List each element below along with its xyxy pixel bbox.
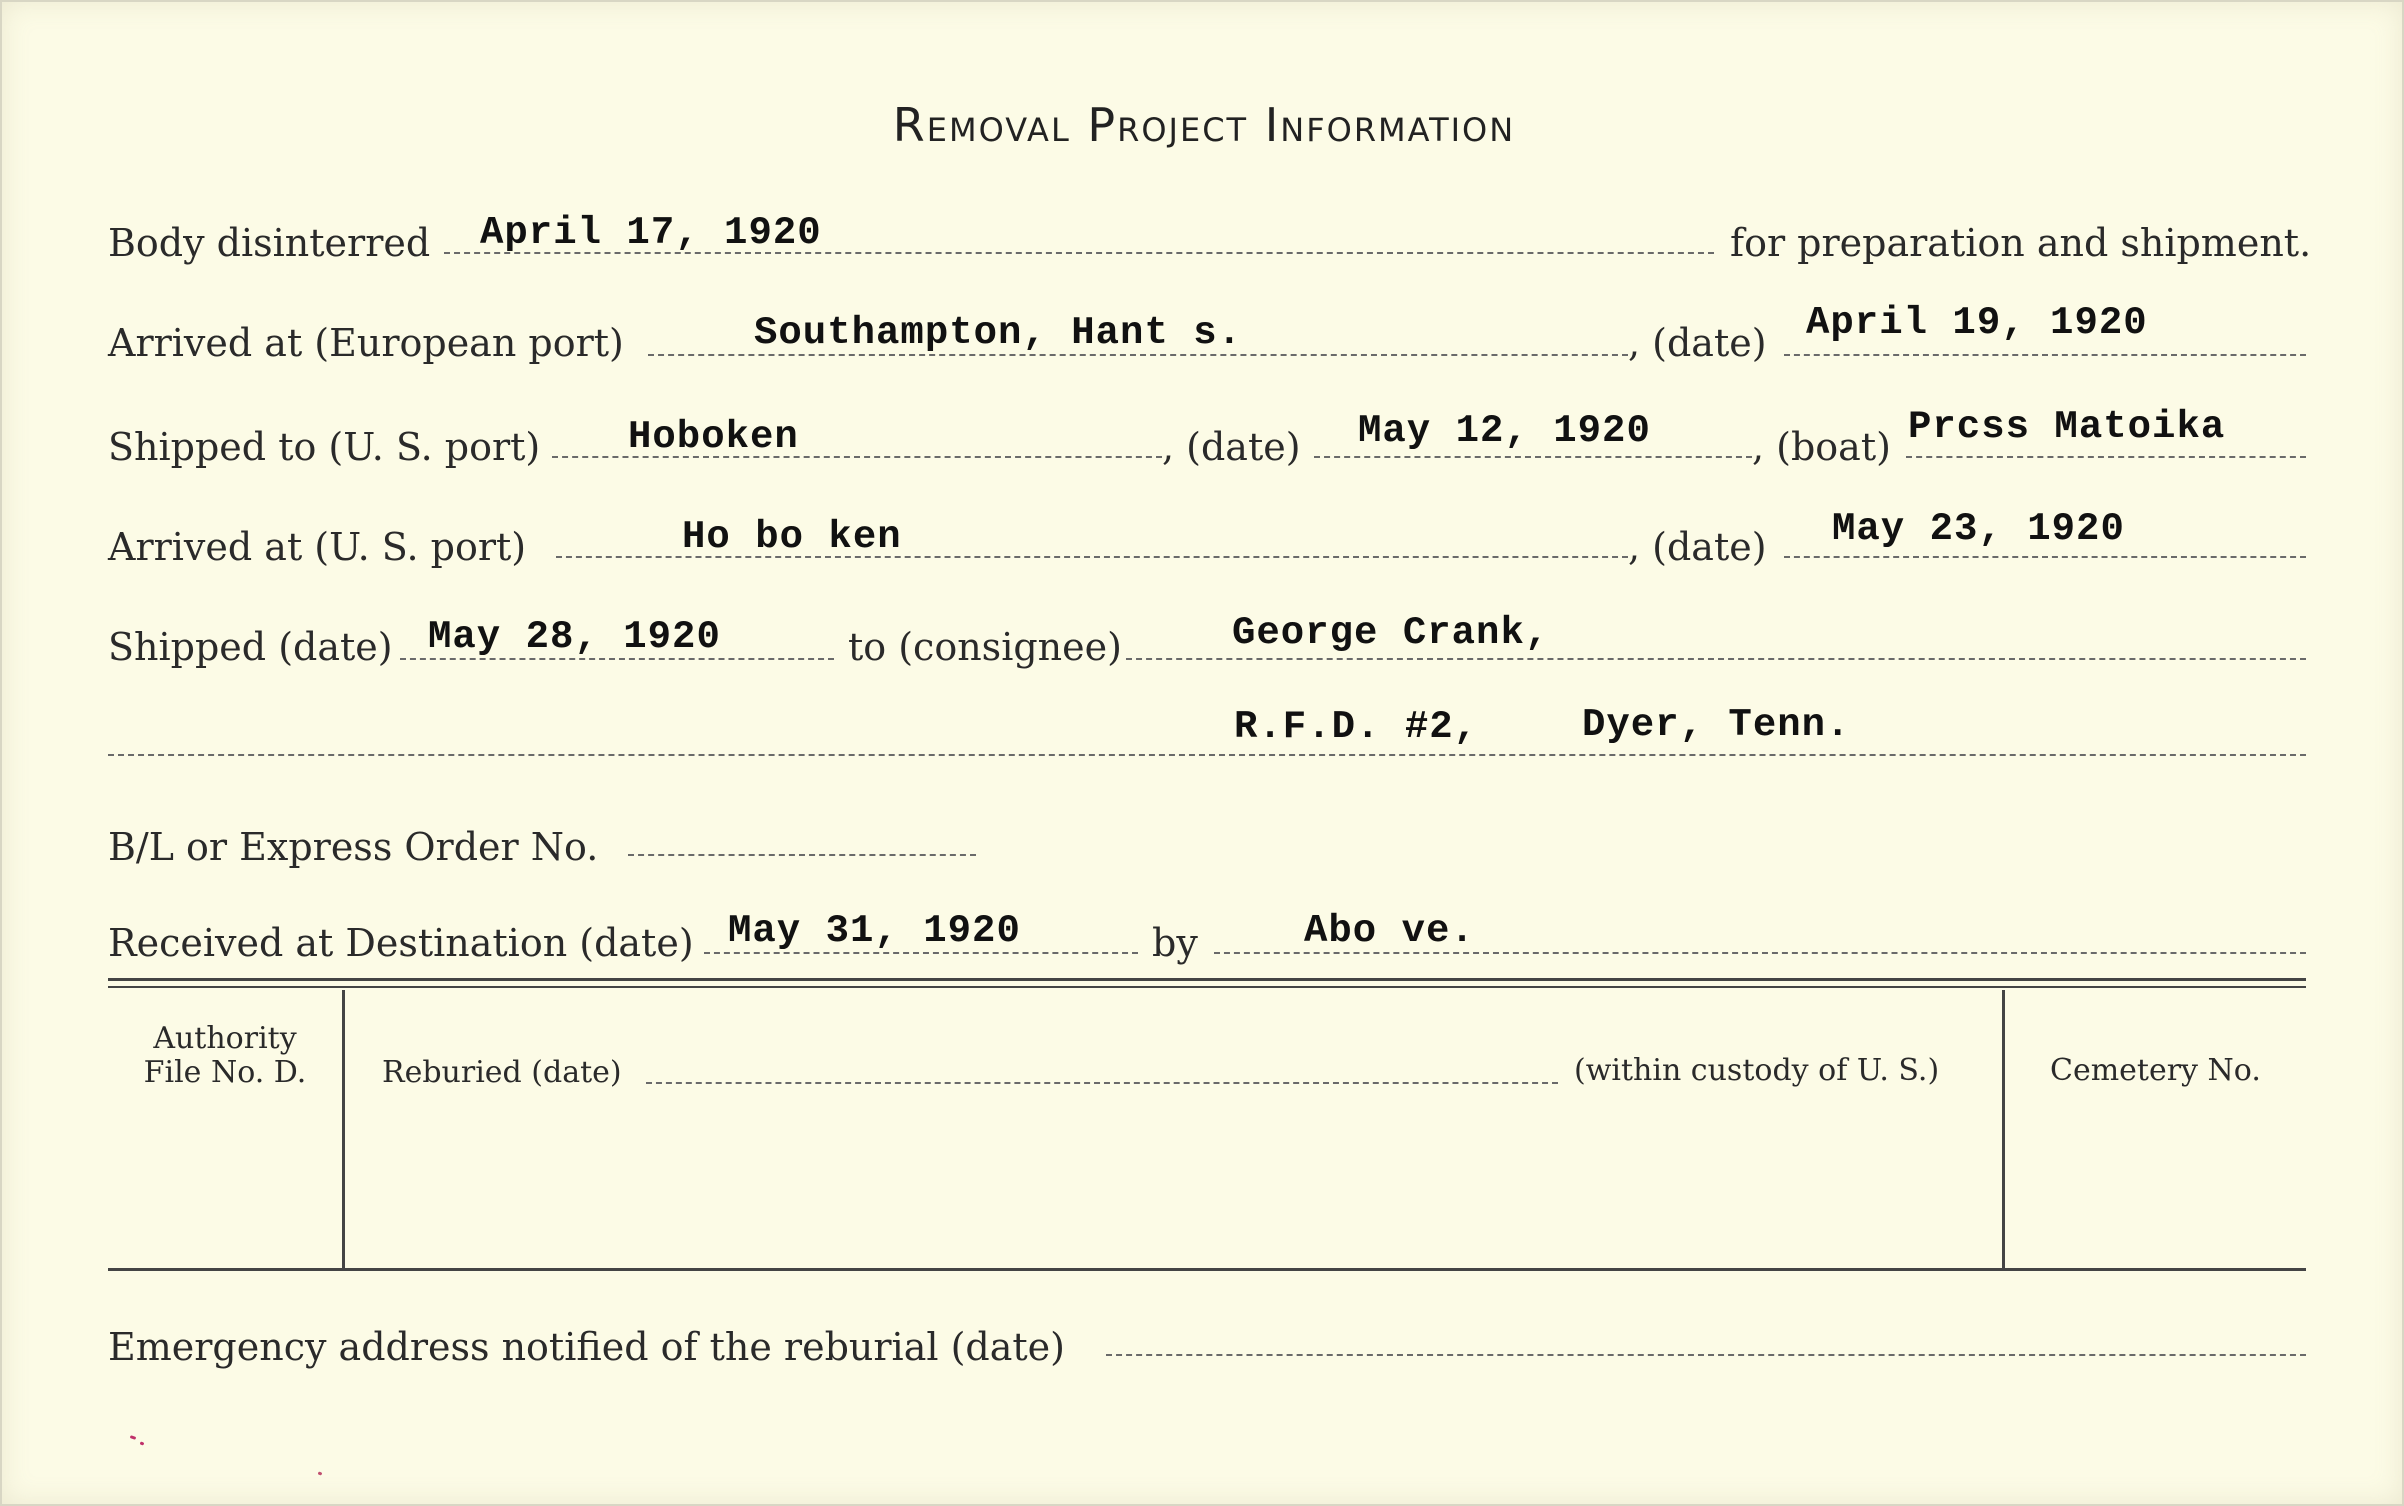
disinterred-suffix: for preparation and shipment. — [1730, 221, 2312, 265]
received-label: Received at Destination (date) — [108, 921, 694, 965]
emergency-label: Emergency address notified of the reburial (date) — [108, 1325, 1065, 1369]
arrived-us-date-label: , (date) — [1628, 525, 1767, 569]
shipped-us-label: Shipped to (U. S. port) — [108, 425, 541, 469]
ink-speck — [140, 1441, 145, 1445]
bl-label: B/L or Express Order No. — [108, 825, 599, 869]
arrived-europe-date-dotted-line — [1784, 354, 2306, 356]
bl-dotted-line — [628, 854, 976, 856]
authority-label-line1: Authority — [153, 1021, 297, 1056]
arrived-us-port: Ho bo ken — [682, 515, 902, 559]
shipped-us-date: May 12, 1920 — [1358, 409, 1651, 453]
shipped-date-value: May 28, 1920 — [428, 615, 721, 659]
table-bottom-rule — [108, 1268, 2306, 1271]
arrived-us-label: Arrived at (U. S. port) — [108, 525, 527, 569]
address-dotted-line — [108, 754, 2306, 756]
arrived-europe-date: April 19, 1920 — [1806, 301, 2148, 345]
received-date: May 31, 1920 — [728, 909, 1021, 953]
address-line-1: R.F.D. #2, — [1234, 705, 1479, 749]
received-by-value: Abo ve. — [1304, 909, 1475, 953]
authority-label-line2: File No. D. — [143, 1055, 307, 1090]
arrived-europe-date-label: , (date) — [1628, 321, 1767, 365]
arrived-europe-port: Southampton, Hant s. — [754, 311, 1243, 355]
arrived-europe-label: Arrived at (European port) — [108, 321, 624, 365]
emergency-dotted-line — [1106, 1354, 2306, 1356]
form-title: Removal Project Information — [892, 98, 1516, 152]
address-line-2: Dyer, Tenn. — [1582, 703, 1851, 747]
table-top-rule-2 — [108, 986, 2306, 988]
reburied-dotted-line — [646, 1082, 1558, 1084]
ink-speck — [130, 1435, 137, 1440]
shipped-us-boat-dotted-line — [1906, 456, 2306, 458]
shipped-us-date-dotted-line — [1314, 456, 1752, 458]
arrived-us-date: May 23, 1920 — [1832, 507, 2125, 551]
table-divider-right — [2002, 990, 2005, 1268]
shipped-date-label: Shipped (date) — [108, 625, 393, 669]
reburied-label: Reburied (date) — [382, 1055, 622, 1090]
table-top-rule-1 — [108, 978, 2306, 981]
shipped-us-date-label: , (date) — [1162, 425, 1301, 469]
cemetery-label: Cemetery No. — [2050, 1053, 2261, 1088]
disinterred-value: April 17, 1920 — [480, 211, 822, 255]
disinterred-label: Body disinterred — [108, 221, 431, 265]
consignee-label: to (consignee) — [848, 625, 1122, 669]
shipped-us-port: Hoboken — [628, 415, 799, 459]
received-by-label: by — [1152, 921, 1198, 965]
arrived-us-date-dotted-line — [1784, 556, 2306, 558]
consignee-dotted-line — [1126, 658, 2306, 660]
shipped-us-boat: Prcss Matoika — [1908, 405, 2226, 449]
ink-speck — [318, 1471, 323, 1475]
shipped-us-boat-label: , (boat) — [1752, 425, 1891, 469]
table-divider-left — [342, 990, 345, 1268]
custody-label: (within custody of U. S.) — [1574, 1053, 1940, 1088]
consignee-value: George Crank, — [1232, 611, 1550, 655]
